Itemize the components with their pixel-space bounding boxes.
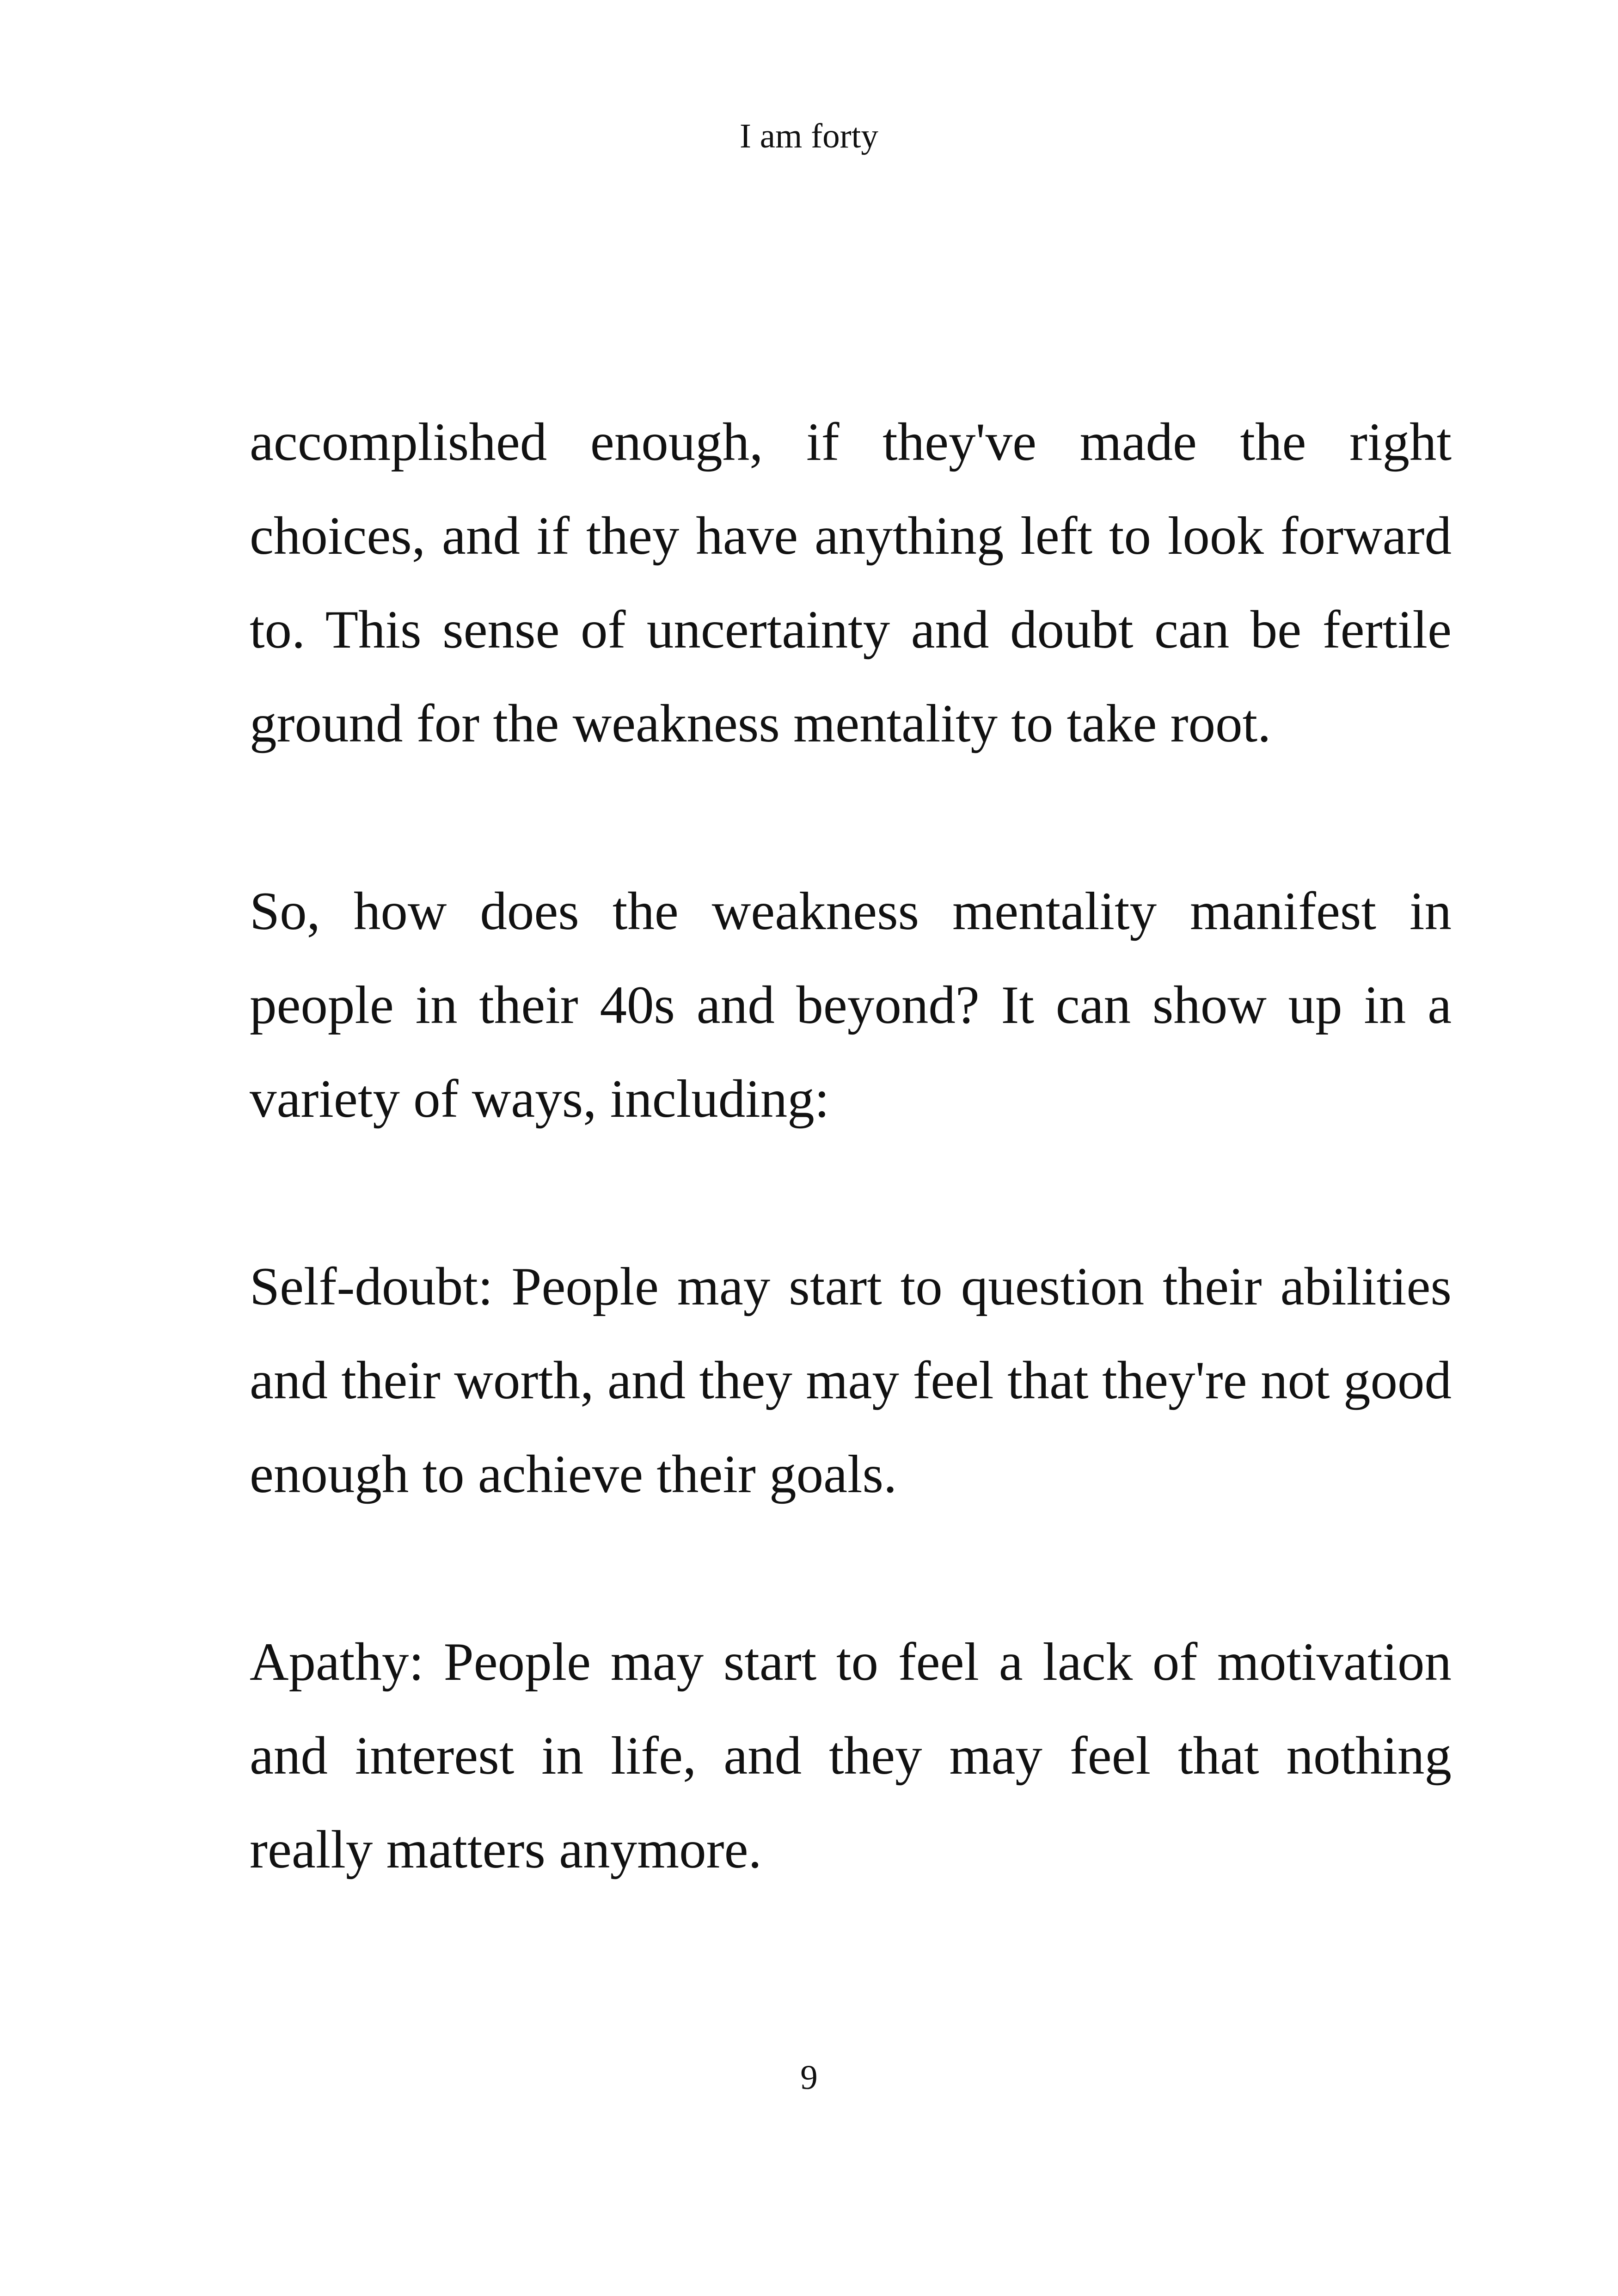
paragraph-manifestation: So, how does the weakness mentality manifest in people in their 40s and beyond? It can show up in a variety of ways, including:	[250, 882, 1452, 1129]
paragraph-apathy: Apathy: People may start to feel a lack of motivation and interest in life, and they may feel that nothing really matters anymore.	[250, 1632, 1452, 1880]
body-text	[250, 395, 1452, 1897]
paragraph-self-doubt: Self-doubt: People may start to question their abilities and their worth, and they may feel that they're not good enough to achieve their goals.	[250, 1257, 1452, 1504]
paragraph-uncertainty: accomplished enough, if they've made the right choices, and if they have anything left to look forward to. This sense of uncertainty and doubt can be fertile ground for the weakness mentality to take root.	[250, 412, 1452, 753]
running-header: I am forty	[740, 117, 878, 155]
page-number: 9	[800, 2058, 818, 2097]
